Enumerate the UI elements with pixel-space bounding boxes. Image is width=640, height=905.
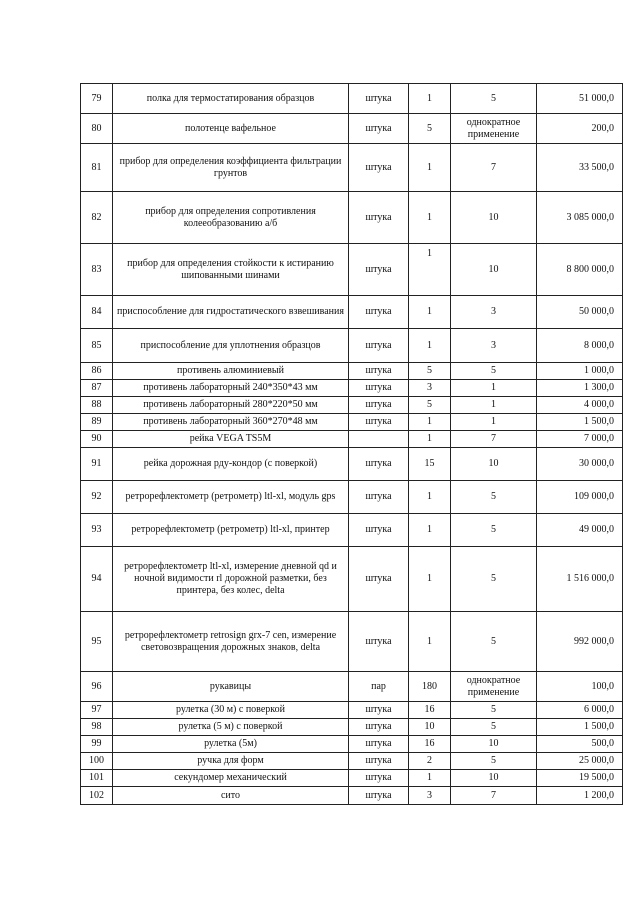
table-row bbox=[81, 431, 623, 448]
item-term: 10 bbox=[451, 770, 537, 787]
item-name: ручка для форм bbox=[113, 753, 349, 770]
table-row bbox=[81, 770, 623, 787]
item-quantity: 1 bbox=[409, 514, 451, 547]
table-row bbox=[81, 414, 623, 431]
item-unit: штука bbox=[349, 787, 409, 805]
row-number: 85 bbox=[81, 329, 113, 363]
item-quantity: 3 bbox=[409, 787, 451, 805]
item-unit: штука bbox=[349, 380, 409, 397]
item-quantity: 1 bbox=[409, 84, 451, 114]
item-term: 5 bbox=[451, 363, 537, 380]
item-quantity: 1 bbox=[409, 144, 451, 192]
item-name: секундомер механический bbox=[113, 770, 349, 787]
item-name: ретрорефлектометр (ретрометр) ltl-xl, принтер bbox=[113, 514, 349, 547]
item-unit: штука bbox=[349, 114, 409, 144]
table-row bbox=[81, 296, 623, 329]
table-row bbox=[81, 144, 623, 192]
item-term: 7 bbox=[451, 431, 537, 448]
row-number: 97 bbox=[81, 702, 113, 719]
row-number: 92 bbox=[81, 481, 113, 514]
row-number: 86 bbox=[81, 363, 113, 380]
item-name: прибор для определения коэффициента фильтрации грунтов bbox=[113, 144, 349, 192]
item-term: 1 bbox=[451, 397, 537, 414]
item-unit bbox=[349, 431, 409, 448]
item-unit: штука bbox=[349, 84, 409, 114]
inventory-table-body bbox=[81, 84, 623, 805]
item-quantity: 10 bbox=[409, 719, 451, 736]
table-row bbox=[81, 397, 623, 414]
row-number: 96 bbox=[81, 672, 113, 702]
item-quantity: 1 bbox=[409, 547, 451, 612]
table-row bbox=[81, 672, 623, 702]
row-number: 99 bbox=[81, 736, 113, 753]
item-price: 109 000,0 bbox=[537, 481, 623, 514]
item-quantity: 1 bbox=[409, 192, 451, 244]
item-quantity: 1 bbox=[409, 431, 451, 448]
item-name: приспособление для уплотнения образцов bbox=[113, 329, 349, 363]
row-number: 94 bbox=[81, 547, 113, 612]
row-number: 88 bbox=[81, 397, 113, 414]
row-number: 89 bbox=[81, 414, 113, 431]
table-row bbox=[81, 753, 623, 770]
item-term: 5 bbox=[451, 719, 537, 736]
table-row bbox=[81, 547, 623, 612]
item-price: 1 300,0 bbox=[537, 380, 623, 397]
item-name: рулетка (30 м) с поверкой bbox=[113, 702, 349, 719]
row-number: 100 bbox=[81, 753, 113, 770]
item-quantity: 5 bbox=[409, 114, 451, 144]
row-number: 81 bbox=[81, 144, 113, 192]
item-quantity: 2 bbox=[409, 753, 451, 770]
item-price: 6 000,0 bbox=[537, 702, 623, 719]
item-term: 10 bbox=[451, 192, 537, 244]
item-quantity: 1 bbox=[409, 414, 451, 431]
item-unit: штука bbox=[349, 753, 409, 770]
item-name: прибор для определения стойкости к истиранию шипованными шинами bbox=[113, 244, 349, 296]
inventory-table bbox=[80, 83, 623, 805]
item-price: 200,0 bbox=[537, 114, 623, 144]
item-price: 3 085 000,0 bbox=[537, 192, 623, 244]
item-price: 1 516 000,0 bbox=[537, 547, 623, 612]
item-name: ретрорефлектометр retrosign grx-7 cen, измерение световозвращения дорожных знаков, delta bbox=[113, 612, 349, 672]
table-row bbox=[81, 192, 623, 244]
item-name: ретрорефлектометр ltl-xl, измерение дневной qd и ночной видимости rl дорожной разметки, без принтера, без колес, delta bbox=[113, 547, 349, 612]
item-name: полотенце вафельное bbox=[113, 114, 349, 144]
item-quantity: 1 bbox=[409, 770, 451, 787]
item-term: 10 bbox=[451, 448, 537, 481]
table-row bbox=[81, 702, 623, 719]
item-name: противень лабораторный 360*270*48 мм bbox=[113, 414, 349, 431]
item-quantity: 1 bbox=[409, 612, 451, 672]
item-unit: штука bbox=[349, 481, 409, 514]
item-price: 7 000,0 bbox=[537, 431, 623, 448]
item-term: 7 bbox=[451, 787, 537, 805]
table-row bbox=[81, 84, 623, 114]
item-unit: штука bbox=[349, 702, 409, 719]
item-name: прибор для определения сопротивления колееобразованию а/б bbox=[113, 192, 349, 244]
item-price: 51 000,0 bbox=[537, 84, 623, 114]
item-unit: штука bbox=[349, 547, 409, 612]
item-term: 5 bbox=[451, 702, 537, 719]
item-term: 5 bbox=[451, 84, 537, 114]
item-name: рейка дорожная рду-кондор (с поверкой) bbox=[113, 448, 349, 481]
item-price: 30 000,0 bbox=[537, 448, 623, 481]
item-quantity: 15 bbox=[409, 448, 451, 481]
item-unit: штука bbox=[349, 736, 409, 753]
item-quantity: 180 bbox=[409, 672, 451, 702]
item-price: 19 500,0 bbox=[537, 770, 623, 787]
item-term: однократное применение bbox=[451, 672, 537, 702]
item-unit: штука bbox=[349, 414, 409, 431]
table-row bbox=[81, 448, 623, 481]
item-unit: штука bbox=[349, 296, 409, 329]
table-row bbox=[81, 114, 623, 144]
item-price: 992 000,0 bbox=[537, 612, 623, 672]
row-number: 80 bbox=[81, 114, 113, 144]
row-number: 90 bbox=[81, 431, 113, 448]
item-unit: штука bbox=[349, 612, 409, 672]
item-name: рулетка (5 м) с поверкой bbox=[113, 719, 349, 736]
item-name: противень лабораторный 240*350*43 мм bbox=[113, 380, 349, 397]
item-unit: штука bbox=[349, 144, 409, 192]
item-unit: пар bbox=[349, 672, 409, 702]
item-price: 8 000,0 bbox=[537, 329, 623, 363]
item-name: ретрорефлектометр (ретрометр) ltl-xl, модуль gps bbox=[113, 481, 349, 514]
item-price: 1 000,0 bbox=[537, 363, 623, 380]
item-quantity: 1 bbox=[409, 481, 451, 514]
item-quantity: 5 bbox=[409, 363, 451, 380]
item-price: 8 800 000,0 bbox=[537, 244, 623, 296]
row-number: 101 bbox=[81, 770, 113, 787]
item-term: 3 bbox=[451, 329, 537, 363]
item-term: 5 bbox=[451, 481, 537, 514]
item-name: противень алюминиевый bbox=[113, 363, 349, 380]
item-quantity: 1 bbox=[409, 329, 451, 363]
item-price: 500,0 bbox=[537, 736, 623, 753]
row-number: 102 bbox=[81, 787, 113, 805]
item-term: 1 bbox=[451, 414, 537, 431]
item-name: полка для термостатирования образцов bbox=[113, 84, 349, 114]
item-term: 3 bbox=[451, 296, 537, 329]
table-row bbox=[81, 787, 623, 805]
item-term: однократное применение bbox=[451, 114, 537, 144]
item-term: 1 bbox=[451, 380, 537, 397]
item-unit: штука bbox=[349, 363, 409, 380]
item-price: 1 200,0 bbox=[537, 787, 623, 805]
item-quantity: 5 bbox=[409, 397, 451, 414]
item-unit: штука bbox=[349, 244, 409, 296]
row-number: 82 bbox=[81, 192, 113, 244]
table-row bbox=[81, 244, 623, 296]
item-price: 49 000,0 bbox=[537, 514, 623, 547]
item-price: 33 500,0 bbox=[537, 144, 623, 192]
item-name: противень лабораторный 280*220*50 мм bbox=[113, 397, 349, 414]
table-row bbox=[81, 719, 623, 736]
table-row bbox=[81, 481, 623, 514]
item-term: 5 bbox=[451, 514, 537, 547]
table-row bbox=[81, 363, 623, 380]
table-row bbox=[81, 380, 623, 397]
item-quantity: 1 bbox=[409, 244, 451, 296]
item-unit: штука bbox=[349, 397, 409, 414]
item-unit: штука bbox=[349, 770, 409, 787]
item-term: 10 bbox=[451, 736, 537, 753]
item-unit: штука bbox=[349, 719, 409, 736]
item-name: сито bbox=[113, 787, 349, 805]
item-quantity: 3 bbox=[409, 380, 451, 397]
item-price: 25 000,0 bbox=[537, 753, 623, 770]
item-price: 1 500,0 bbox=[537, 414, 623, 431]
item-term: 7 bbox=[451, 144, 537, 192]
item-name: рукавицы bbox=[113, 672, 349, 702]
table-row bbox=[81, 329, 623, 363]
row-number: 91 bbox=[81, 448, 113, 481]
row-number: 98 bbox=[81, 719, 113, 736]
table-row bbox=[81, 514, 623, 547]
item-name: приспособление для гидростатического взвешивания bbox=[113, 296, 349, 329]
item-price: 100,0 bbox=[537, 672, 623, 702]
table-row bbox=[81, 736, 623, 753]
row-number: 93 bbox=[81, 514, 113, 547]
item-term: 10 bbox=[451, 244, 537, 296]
row-number: 84 bbox=[81, 296, 113, 329]
item-name: рулетка (5м) bbox=[113, 736, 349, 753]
item-unit: штука bbox=[349, 448, 409, 481]
item-unit: штука bbox=[349, 329, 409, 363]
item-quantity: 16 bbox=[409, 702, 451, 719]
row-number: 83 bbox=[81, 244, 113, 296]
item-price: 1 500,0 bbox=[537, 719, 623, 736]
item-quantity: 16 bbox=[409, 736, 451, 753]
table-row bbox=[81, 612, 623, 672]
item-quantity: 1 bbox=[409, 296, 451, 329]
row-number: 79 bbox=[81, 84, 113, 114]
row-number: 87 bbox=[81, 380, 113, 397]
item-term: 5 bbox=[451, 547, 537, 612]
item-unit: штука bbox=[349, 192, 409, 244]
item-term: 5 bbox=[451, 753, 537, 770]
item-price: 50 000,0 bbox=[537, 296, 623, 329]
item-term: 5 bbox=[451, 612, 537, 672]
item-price: 4 000,0 bbox=[537, 397, 623, 414]
row-number: 95 bbox=[81, 612, 113, 672]
item-unit: штука bbox=[349, 514, 409, 547]
item-name: рейка VEGA TS5M bbox=[113, 431, 349, 448]
